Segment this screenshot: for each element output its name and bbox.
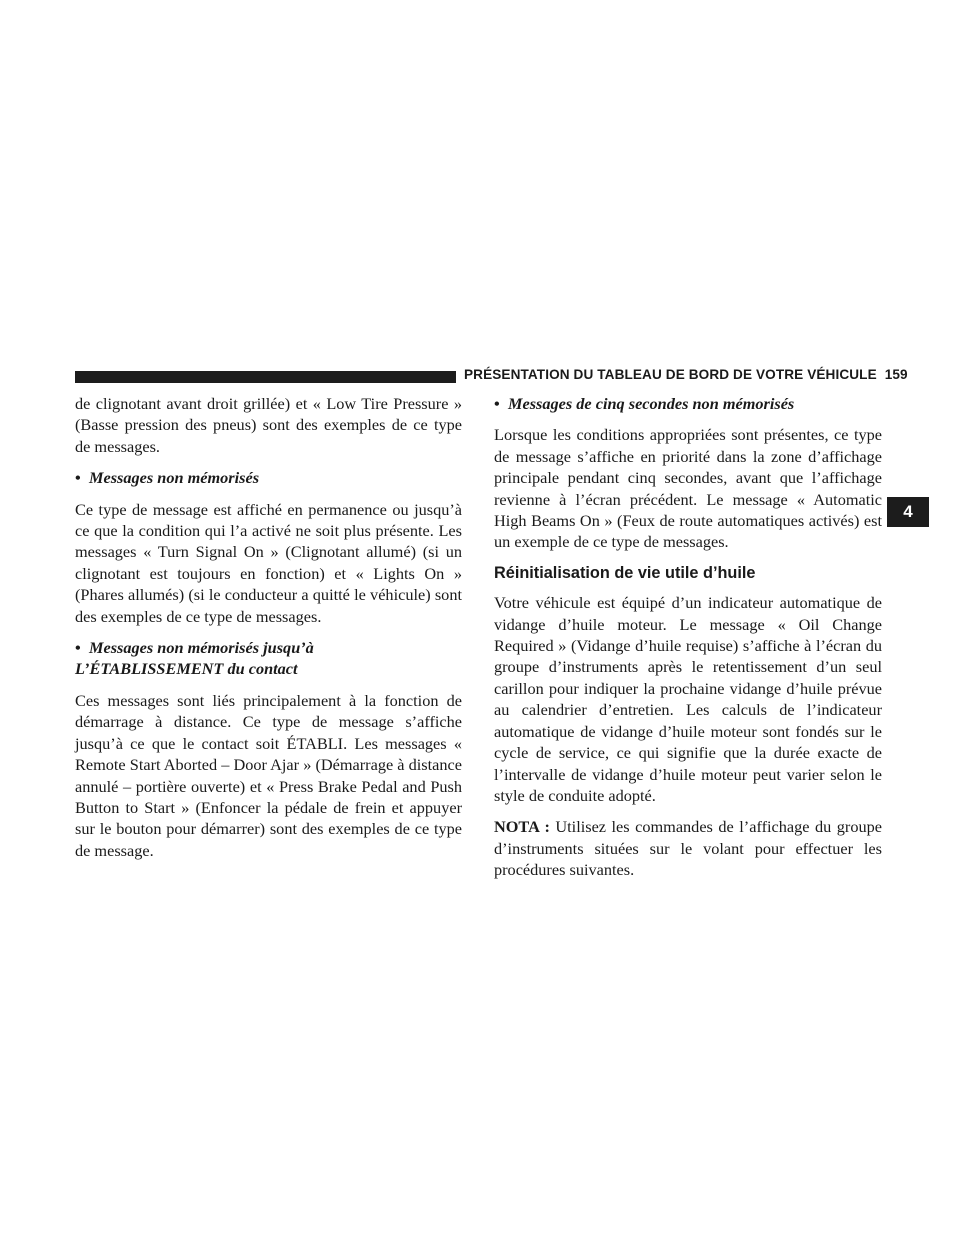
paragraph: de clignotant avant droit grillée) et « Low Tire Pressure » (Basse pression des pneus) sont des exemples de ce type de messages. xyxy=(75,394,462,456)
left-column xyxy=(75,393,462,871)
note-text: Utilisez les commandes de l’affichage du groupe d’instruments situées sur le volant pour effectuer les procédures suivantes. xyxy=(494,817,882,880)
header-rule xyxy=(75,371,456,383)
paragraph: Ce type de message est affiché en permanence ou jusqu’à ce que la condition qui l’a activé ne soit plus présente. Les messages « Turn Signal On » (Clignotant allumé) (si un clignotant est toujours en fonction) et « Lights On » (Phares allumés) (si le conducteur a quitté le véhicule) sont des exemples de ce type de messages. xyxy=(75,499,462,626)
bullet-label: Messages de cinq secondes non mémorisés xyxy=(508,394,795,413)
paragraph: Lorsque les conditions appropriées sont présentes, ce type de message s’affiche en priorité dans la zone d’affichage principale pendant cinq secondes, avant que l’affichage revienne à l’écran précédent. Le message « Automatic High Beams On » (Feux de route automatiques activés) est un exemple de ce type de messages. xyxy=(494,425,882,552)
bullet-icon: • xyxy=(75,638,81,658)
section-heading: Réinitialisation de vie utile d’huile xyxy=(494,563,756,582)
bullet-label: Messages non mémorisés xyxy=(89,468,260,488)
paragraph: Ces messages sont liés principalement à la fonction de démarrage à distance. Ce type de message s’affiche jusqu’à ce que le contact soit ÉTABLI. Les messages « Remote Start Aborted – Door Ajar » (Démarrage à distance annulé – portière ouverte) et « Press Brake Pedal and Push Button to Start » (Enfoncer la pédale de frein et appuyer sur le bouton pour démarrer) sont des exemples de ce type de message. xyxy=(75,690,462,860)
chapter-tab: 4 xyxy=(887,497,929,527)
running-header xyxy=(464,367,908,382)
bullet-icon: • xyxy=(75,468,81,488)
bullet-item xyxy=(75,467,462,488)
bullet-item xyxy=(75,637,462,680)
header-title: PRÉSENTATION DU TABLEAU DE BORD DE VOTRE VÉHICULE xyxy=(464,367,877,382)
note-label: NOTA : xyxy=(494,817,550,837)
bullet-item xyxy=(494,393,882,414)
bullet-label: Messages non mémorisés jusqu’à L’ÉTABLISSEMENT du contact xyxy=(75,638,314,679)
bullet-icon: • xyxy=(494,394,500,413)
page-number: 159 xyxy=(884,367,908,382)
paragraph: Votre véhicule est équipé d’un indicateur automatique de vidange d’huile moteur. Le message « Oil Change Required » (Vidange d’huile requise) s’affiche à l’écran du groupe d’instruments après le retentissement d’un seul carillon pour indiquer la prochaine vidange d’huile prévue au calendrier d’entretien. Les calculs de l’indicateur automatique de vidange d’huile moteur sont fondés sur le cycle de service, ce qui signifie que la durée exacte de l’intervalle de vidange d’huile moteur peut varier selon le style de conduite adopté. xyxy=(494,593,882,805)
right-column xyxy=(494,393,882,891)
note-paragraph xyxy=(494,816,882,880)
